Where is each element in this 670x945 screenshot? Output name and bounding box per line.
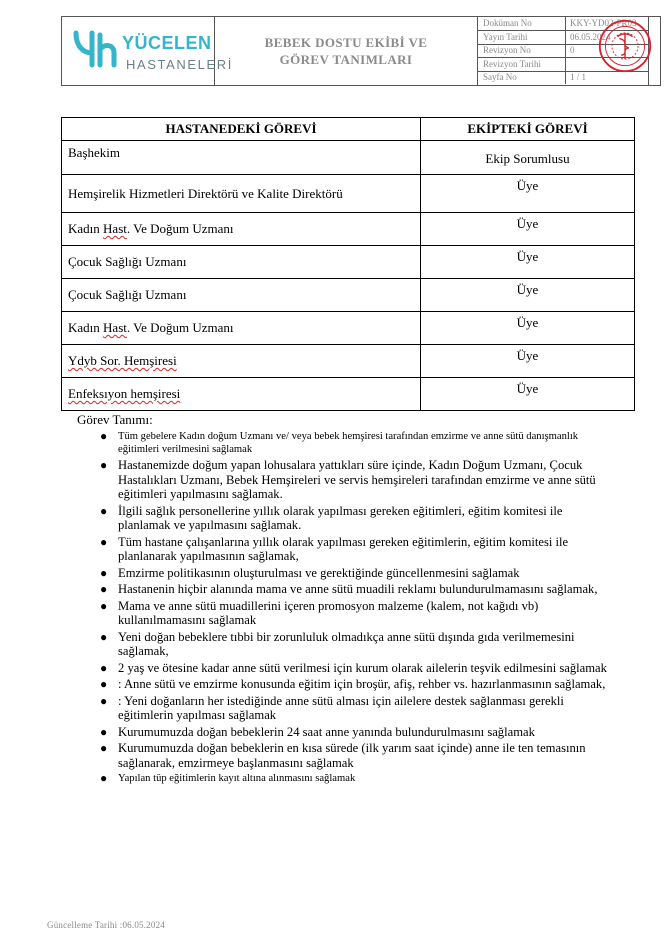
team-role-cell: Üye xyxy=(421,345,635,378)
list-item xyxy=(98,694,618,723)
list-item xyxy=(98,741,618,770)
team-role-cell: Üye xyxy=(421,378,635,411)
list-item xyxy=(98,566,618,581)
team-role-cell: Üye xyxy=(421,312,635,345)
team-role-cell: Üye xyxy=(421,213,635,246)
role-cell: Çocuk Sağlığı Uzmanı xyxy=(62,246,421,279)
table-row xyxy=(62,378,635,411)
team-roles-table xyxy=(61,117,635,411)
list-item-text: Kurumumuzda doğan bebeklerin en kısa sürede (ilk yarım saat içinde) anne ile ten temasının sağlanarak, emzirmeye başlanmasını sağlamak xyxy=(118,741,586,770)
team-role-cell: Ekip Sorumlusu xyxy=(421,141,635,175)
bullet-icon: ● xyxy=(100,724,108,739)
yh-logo-icon xyxy=(72,29,118,69)
bullet-icon: ● xyxy=(100,741,108,755)
list-item xyxy=(98,504,618,533)
list-item-text: Hastanenin hiçbir alanında mama ve anne sütü muadili reklamı bulundurulmamasını sağlamak, xyxy=(118,582,598,596)
list-item-text: : Yeni doğanların her istediğinde anne sütü alması için ailelere destek sağlanması gerekli eğitimlerin yapılması sağlamak xyxy=(118,693,564,722)
table-row xyxy=(62,345,635,378)
list-item-text: Mama ve anne sütü muadillerini içeren promosyon malzeme (kalem, not kağıdı vb) kullanılmamasını sağlamak xyxy=(118,598,539,627)
role-cell xyxy=(62,213,421,246)
role-text: Enfeksıyon hemşiresi xyxy=(68,386,181,401)
title-line-2: GÖREV TANIMLARI xyxy=(279,52,413,67)
bullet-icon: ● xyxy=(100,429,108,443)
table-row xyxy=(62,213,635,246)
meta-value: 06.05.2024 xyxy=(570,31,611,42)
column-header-hospital-role: HASTANEDEKİ GÖREVİ xyxy=(62,118,421,141)
list-item xyxy=(98,630,618,659)
role-cell: Çocuk Sağlığı Uzmanı xyxy=(62,279,421,312)
list-item-text: Kurumumuzda doğan bebeklerin 24 saat anne yanında bulundurulmasını sağlamak xyxy=(118,724,535,739)
role-cell: Hemşirelik Hizmetleri Direktörü ve Kalite Direktörü xyxy=(62,175,421,213)
list-item-text: İlgili sağlık personellerine yıllık olarak yapılması gereken eğitimleri, eğitim komitesi ile planlamak ve yapılmasını sağlamak. xyxy=(118,503,563,532)
bullet-icon: ● xyxy=(100,660,108,675)
list-item-text: Tüm hastane çalışanlarına yıllık olarak yapılması gereken eğitimlerin, eğitim komitesi ile planlanarak yapılmasının sağlamak, xyxy=(118,534,569,563)
list-item-text: Emzirme politikasının oluşturulması ve gerektiğinde güncellenmesini sağlamak xyxy=(118,565,520,580)
list-item xyxy=(98,458,618,502)
team-role-cell: Üye xyxy=(421,246,635,279)
bullet-icon: ● xyxy=(100,629,108,644)
logo-cell xyxy=(62,17,233,85)
logo-text: YÜCELEN xyxy=(122,33,212,53)
document-title xyxy=(215,17,478,85)
meta-key: Yayın Tarihi xyxy=(483,31,528,42)
role-cell xyxy=(62,345,421,378)
bullet-icon: ● xyxy=(100,503,108,518)
bullet-icon: ● xyxy=(100,771,108,785)
role-text: Ydyb Sor. Hemşiresi xyxy=(68,353,177,368)
column-header-team-role: EKİPTEKİ GÖREVİ xyxy=(421,118,635,141)
meta-value: 1 / 1 xyxy=(570,72,587,83)
list-item-text: Yapılan tüp eğitimlerin kayıt altına alınmasını sağlamak xyxy=(118,773,356,784)
logo-subtext: HASTANELERİ xyxy=(126,57,233,72)
team-role-cell: Üye xyxy=(421,279,635,312)
list-item-text: Hastanemizde doğum yapan lohusalara yattıkları süre içinde, Kadın Doğum Uzmanı, Çocuk Hastalıkları Uzmanı, Bebek Hemşireleri ve servis hemşireleri tarafından emzirme ve anne sütü eğitimleri yapılmasını sağlamak. xyxy=(118,458,596,501)
job-description-heading: Görev Tanımı: xyxy=(77,412,153,427)
table-row xyxy=(62,312,635,345)
list-item xyxy=(98,661,618,676)
list-item xyxy=(98,725,618,740)
meta-value: 0 xyxy=(570,45,575,56)
bullet-icon: ● xyxy=(100,693,108,708)
title-line-1: BEBEK DOSTU EKİBİ VE xyxy=(264,35,428,50)
list-item xyxy=(98,677,618,692)
meta-key: Revizyon No xyxy=(483,45,531,56)
list-item xyxy=(98,582,618,597)
role-text: Kadın Hast. Ve Doğum Uzmanı xyxy=(68,221,234,236)
list-item-text: Tüm gebelere Kadın doğum Uzmanı ve/ veya bebek hemşiresi tarafından emzirme ve anne sütü danışmanlık eğitimleri verilmesini sağlamak xyxy=(118,431,579,455)
table-row xyxy=(62,246,635,279)
bullet-icon: ● xyxy=(100,534,108,549)
table-row xyxy=(62,175,635,213)
list-item xyxy=(98,772,618,785)
list-item xyxy=(98,430,618,456)
meta-key: Sayfa No xyxy=(483,72,517,83)
list-item-text: 2 yaş ve ötesine kadar anne sütü verilmesi için kurum olarak ailelerin teşvik edilmesini sağlamak xyxy=(118,660,607,675)
table-row xyxy=(62,279,635,312)
document-header xyxy=(61,16,661,86)
list-item-text: : Anne sütü ve emzirme konusunda eğitim için broşür, afiş, rehber vs. hazırlanmasının sağlamak, xyxy=(118,677,606,691)
table-header-row xyxy=(62,118,635,141)
meta-value: KKY-YD02-PR03 xyxy=(570,18,637,28)
ministry-seal-icon xyxy=(597,18,653,74)
bullet-icon: ● xyxy=(100,598,108,613)
list-item xyxy=(98,599,618,628)
team-role-cell: Üye xyxy=(421,175,635,213)
update-date-footer: Güncelleme Tarihi :06.05.2024 xyxy=(47,920,165,930)
list-item xyxy=(98,535,618,564)
role-cell xyxy=(62,312,421,345)
role-cell xyxy=(62,378,421,411)
bullet-icon: ● xyxy=(100,677,108,691)
bullet-icon: ● xyxy=(100,458,108,472)
job-description-list xyxy=(98,430,618,787)
bullet-icon: ● xyxy=(100,565,108,580)
meta-key: Revizyon Tarihi xyxy=(483,58,541,69)
role-text: Kadın Hast. Ve Doğum Uzmanı xyxy=(68,320,234,335)
bullet-icon: ● xyxy=(100,582,108,596)
role-cell: Başhekim xyxy=(62,141,421,175)
table-row xyxy=(62,141,635,175)
list-item-text: Yeni doğan bebeklere tıbbi bir zorunluluk olmadıkça anne sütü dışında gıda verilmemesini sağlamak, xyxy=(118,629,575,658)
meta-key: Doküman No xyxy=(483,18,532,28)
